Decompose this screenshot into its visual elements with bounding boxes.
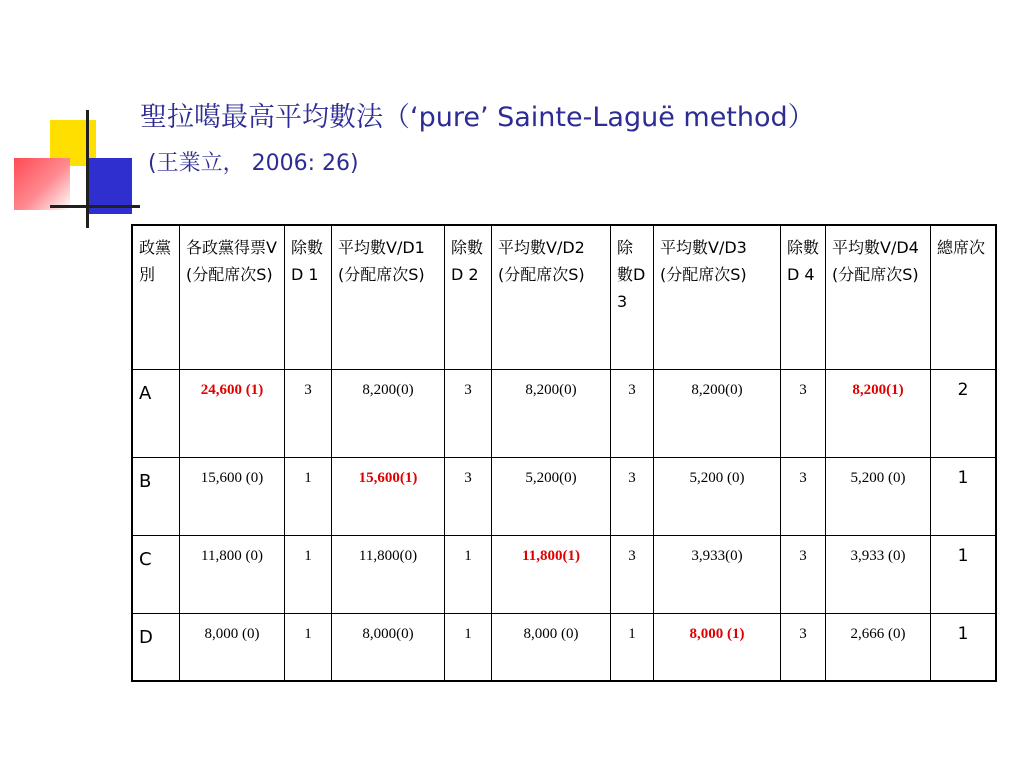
divisor-cell: 3 — [781, 613, 826, 681]
average-cell: 5,200(0) — [492, 457, 611, 535]
total-seats-cell: 1 — [931, 613, 997, 681]
total-seats-cell: 2 — [931, 369, 997, 457]
average-cell: 8,200(0) — [654, 369, 781, 457]
divisor-cell: 3 — [781, 369, 826, 457]
divisor-cell: 3 — [781, 457, 826, 535]
divisor-cell: 3 — [611, 457, 654, 535]
table-header-row — [132, 225, 996, 369]
header-cell: 除數D 1 — [285, 225, 332, 369]
divisor-cell: 1 — [285, 457, 332, 535]
average-cell: 8,000 (0) — [492, 613, 611, 681]
table-row — [132, 613, 996, 681]
title-chinese: 聖拉噶最高平均數法（ — [140, 102, 410, 133]
divisor-cell: 1 — [611, 613, 654, 681]
votes-cell: 11,800 (0) — [180, 535, 285, 613]
average-cell: 8,200(1) — [826, 369, 931, 457]
table-row — [132, 457, 996, 535]
party-cell: D — [132, 613, 180, 681]
average-cell: 3,933 (0) — [826, 535, 931, 613]
average-cell: 2,666 (0) — [826, 613, 931, 681]
divisor-cell: 3 — [445, 457, 492, 535]
header-cell: 政黨別 — [132, 225, 180, 369]
divisor-cell: 3 — [285, 369, 332, 457]
votes-cell: 24,600 (1) — [180, 369, 285, 457]
divisor-cell: 3 — [445, 369, 492, 457]
divisor-cell: 1 — [445, 535, 492, 613]
total-seats-cell: 1 — [931, 457, 997, 535]
party-cell: B — [132, 457, 180, 535]
average-cell: 8,000 (1) — [654, 613, 781, 681]
divisor-cell: 1 — [285, 535, 332, 613]
total-seats-cell: 1 — [931, 535, 997, 613]
average-cell: 8,200(0) — [492, 369, 611, 457]
divisor-cell: 3 — [781, 535, 826, 613]
average-cell: 5,200 (0) — [654, 457, 781, 535]
header-cell: 除數D 3 — [611, 225, 654, 369]
title-english: ‘pure’ Sainte-Laguë method — [410, 102, 788, 133]
seat-allocation-table — [131, 224, 997, 682]
header-cell: 平均數V/D3 (分配席次S) — [654, 225, 781, 369]
divisor-cell: 1 — [285, 613, 332, 681]
divisor-cell: 1 — [445, 613, 492, 681]
red-square-decoration — [14, 158, 70, 210]
decorative-corner-graphic — [0, 0, 140, 240]
title-close-paren: ） — [787, 102, 815, 133]
votes-cell: 8,000 (0) — [180, 613, 285, 681]
votes-cell: 15,600 (0) — [180, 457, 285, 535]
average-cell: 11,800(1) — [492, 535, 611, 613]
header-cell: 平均數V/D4 (分配席次S) — [826, 225, 931, 369]
party-cell: C — [132, 535, 180, 613]
header-cell: 平均數V/D2 (分配席次S) — [492, 225, 611, 369]
slide-title — [140, 100, 1010, 136]
header-cell: 總席次 — [931, 225, 997, 369]
table-row — [132, 369, 996, 457]
divisor-cell: 3 — [611, 535, 654, 613]
header-cell: 除數D 4 — [781, 225, 826, 369]
horizontal-line-decoration — [50, 205, 140, 208]
table-row — [132, 535, 996, 613]
header-cell: 平均數V/D1 (分配席次S) — [332, 225, 445, 369]
average-cell: 11,800(0) — [332, 535, 445, 613]
average-cell: 8,000(0) — [332, 613, 445, 681]
party-cell: A — [132, 369, 180, 457]
average-cell: 8,200(0) — [332, 369, 445, 457]
average-cell: 15,600(1) — [332, 457, 445, 535]
slide-subtitle: (王業立， 2006: 26) — [148, 151, 359, 176]
average-cell: 5,200 (0) — [826, 457, 931, 535]
divisor-cell: 3 — [611, 369, 654, 457]
header-cell: 除數D 2 — [445, 225, 492, 369]
vertical-line-decoration — [86, 110, 89, 228]
average-cell: 3,933(0) — [654, 535, 781, 613]
header-cell: 各政黨得票V (分配席次S) — [180, 225, 285, 369]
